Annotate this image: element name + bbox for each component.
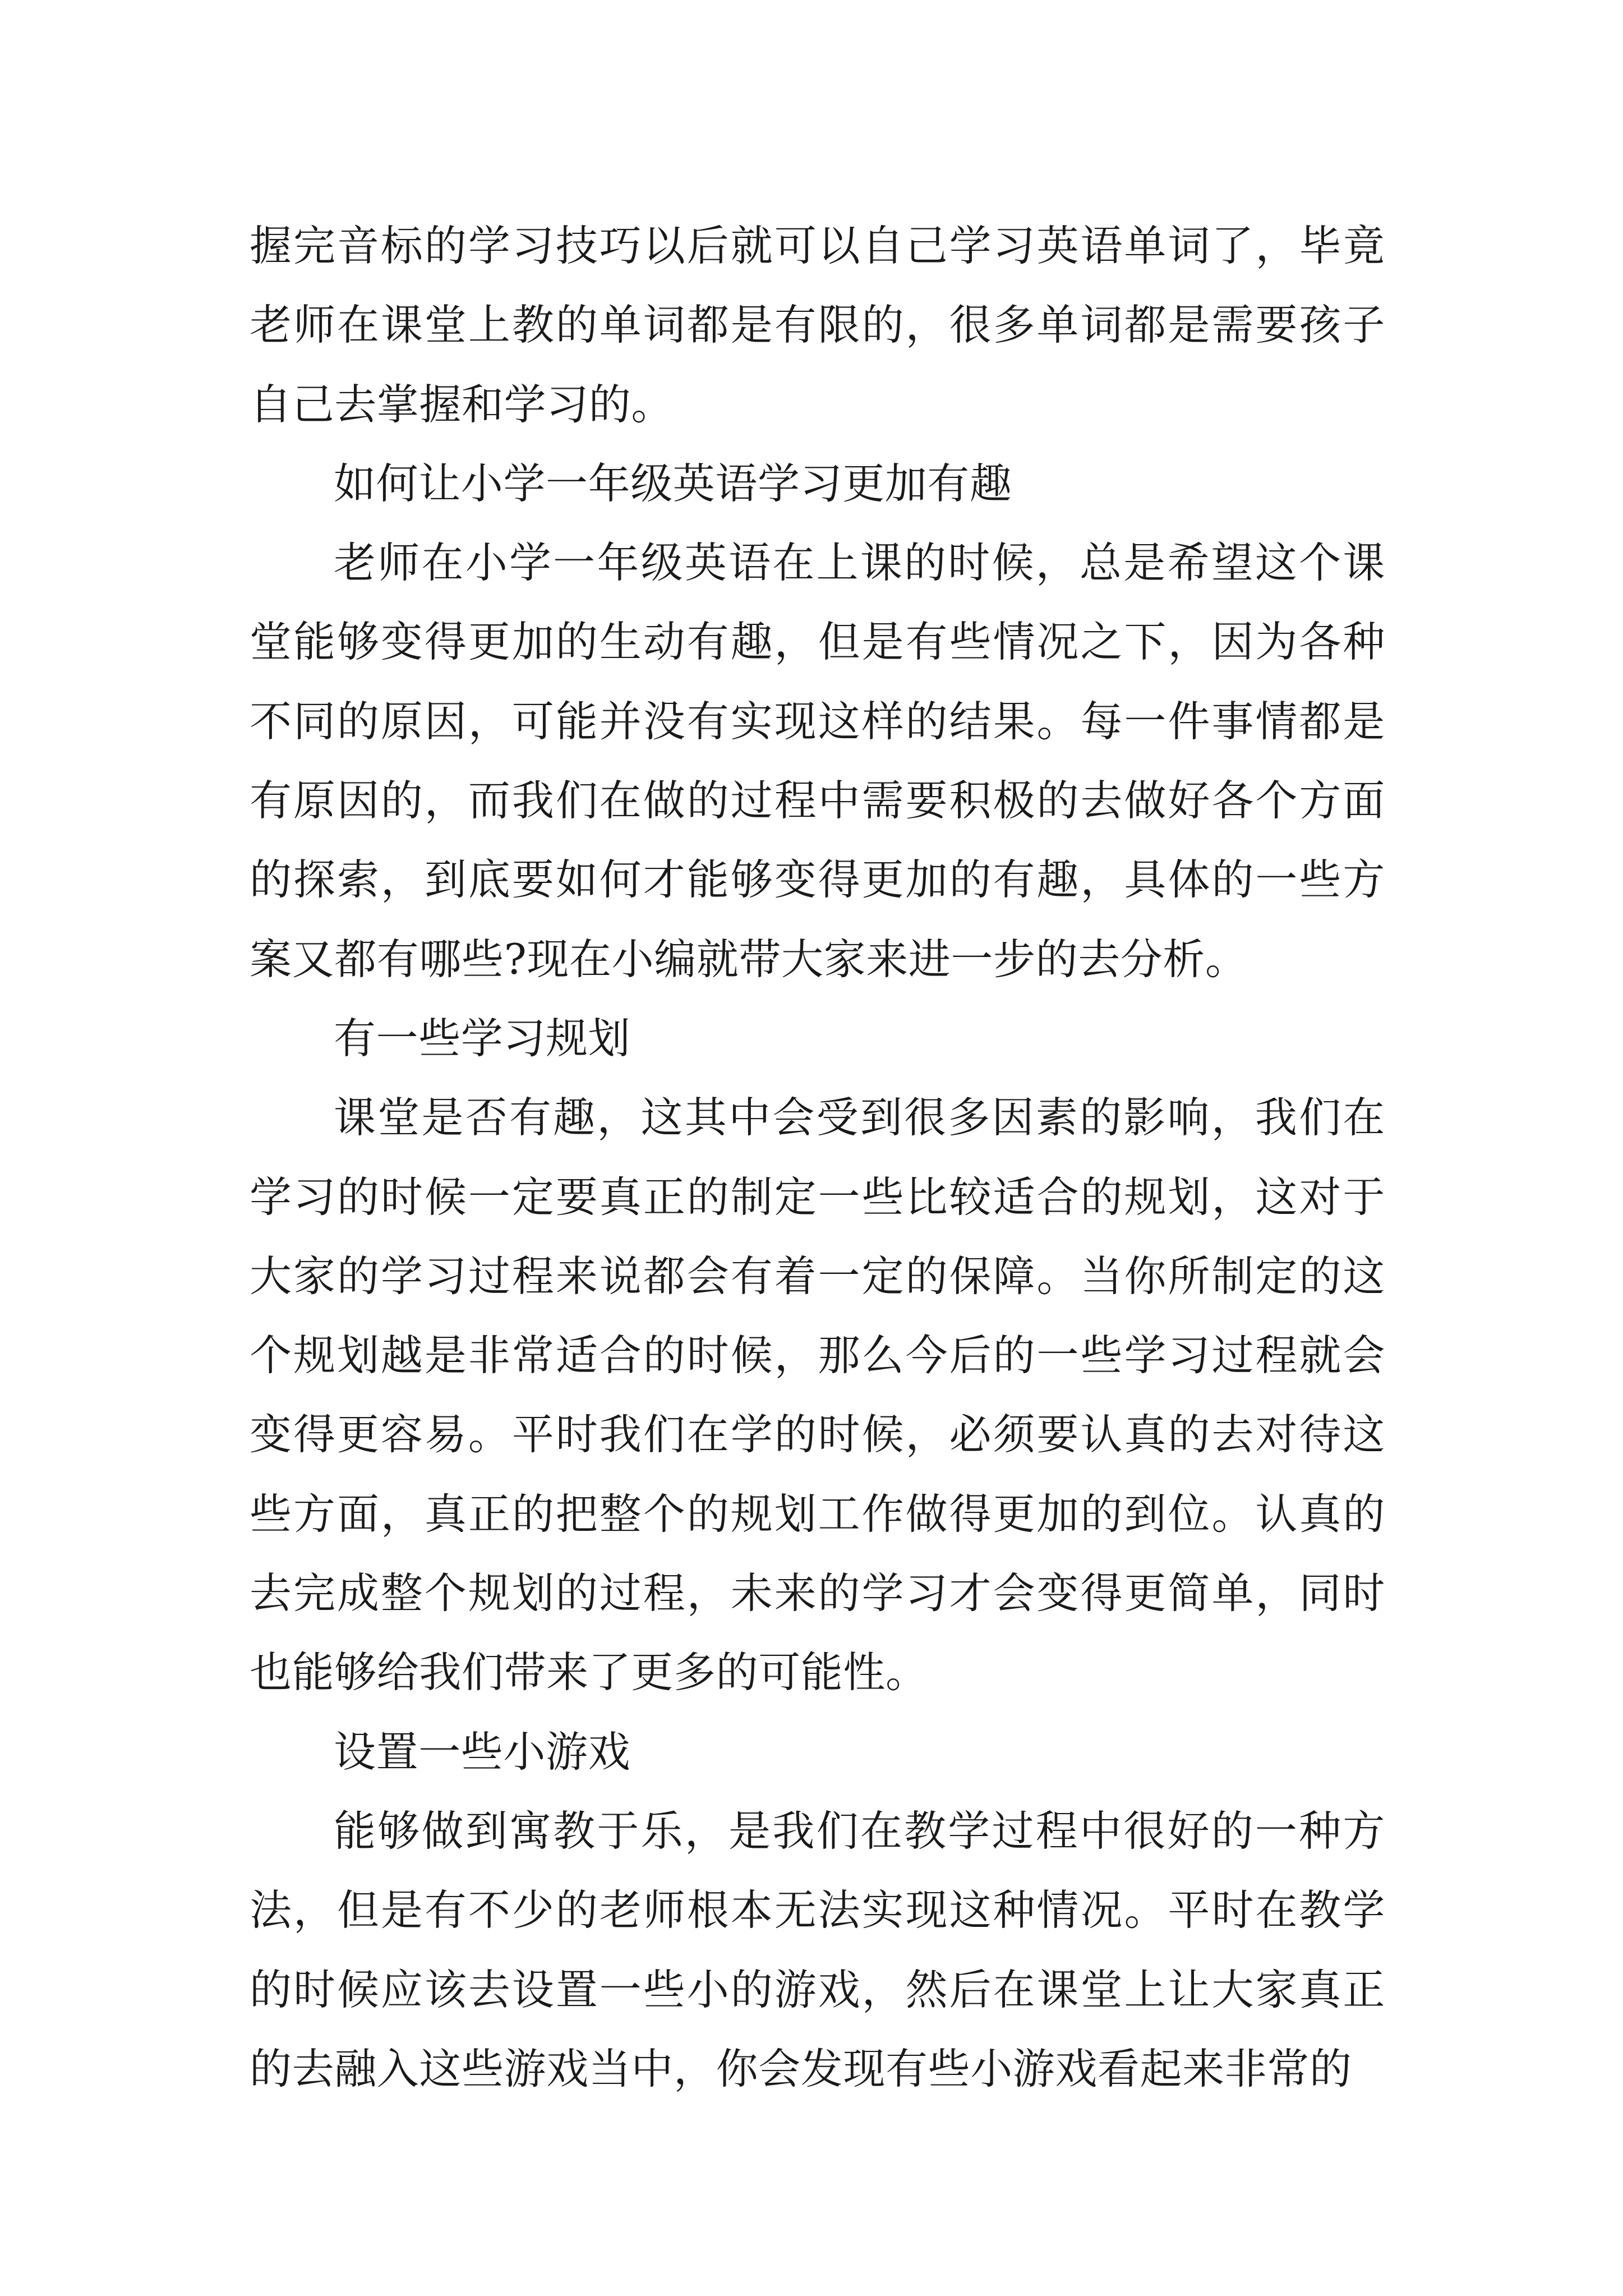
section-heading-learning-plan: 有一些学习规划 <box>334 1013 631 1063</box>
document-body <box>250 206 1385 2109</box>
section-heading-mini-games: 设置一些小游戏 <box>334 1727 631 1777</box>
paragraph-mini-games: 能够做到寓教于乐，是我们在教学过程中很好的一种方法，但是有不少的老师根本无法实现这种情况。平时在教学的时候应该去设置一些小的游戏，然后在课堂上让大家真正的去融入这些游戏当中，你会发现有些小游戏看起来非常的 <box>250 1806 1385 2093</box>
paragraph-learning-plan: 课堂是否有趣，这其中会受到很多因素的影响，我们在学习的时候一定要真正的制定一些比较适合的规划，这对于大家的学习过程来说都会有着一定的保障。当你所制定的这个规划越是非常适合的时候，那么今后的一些学习过程就会变得更容易。平时我们在学的时候，必须要认真的去对待这些方面，真正的把整个的规划工作做得更加的到位。认真的去完成整个规划的过程，未来的学习才会变得更简单，同时也能够给我们带来了更多的可能性。 <box>250 1093 1385 1697</box>
paragraph-continuation: 握完音标的学习技巧以后就可以自己学习英语单词了，毕竟老师在课堂上教的单词都是有限的，很多单词都是需要孩子自己去掌握和学习的。 <box>250 221 1385 429</box>
paragraph-intro: 老师在小学一年级英语在上课的时候，总是希望这个课堂能够变得更加的生动有趣，但是有些情况之下，因为各种不同的原因，可能并没有实现这样的结果。每一件事情都是有原因的，而我们在做的过程中需要积极的去做好各个方面的探索，到底要如何才能够变得更加的有趣，具体的一些方案又都有哪些?现在小编就带大家来进一步的去分析。 <box>250 538 1385 984</box>
section-heading-fun-learning: 如何让小学一年级英语学习更加有趣 <box>334 458 1012 508</box>
